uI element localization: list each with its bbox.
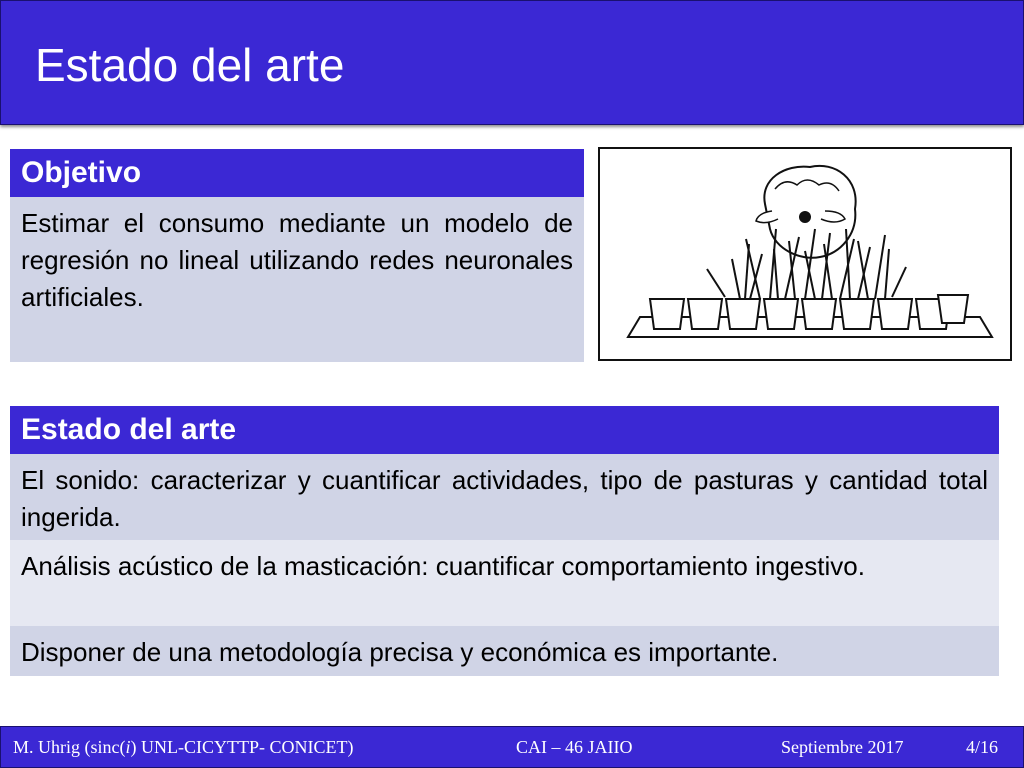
slide-title: Estado del arte (35, 39, 345, 91)
objetivo-heading: Objetivo (10, 149, 584, 197)
footer-page-number: 4/16 (966, 737, 999, 757)
estado-item-2: Análisis acústico de la masticación: cuantificar comportamiento ingestivo. (10, 540, 999, 626)
footer-author-prefix: M. Uhrig (sinc( (13, 737, 126, 757)
estado-item-3: Disponer de una metodología precisa y económica es importante. (10, 626, 999, 676)
estado-item-1: El sonido: caracterizar y cuantificar actividades, tipo de pasturas y cantidad total ingerida. (10, 454, 999, 540)
sheep-grazing-pots-illustration (598, 147, 1012, 361)
objetivo-text: Estimar el consumo mediante un modelo de regresión no lineal utilizando redes neuronales artificiales. (10, 197, 584, 362)
footer-date: Septiembre 2017 (781, 737, 904, 757)
title-bar (0, 0, 1024, 125)
sheep-grazing-illustration-icon (600, 149, 1010, 359)
estado-heading: Estado del arte (10, 406, 999, 454)
footer-author (13, 737, 353, 758)
footer-event: CAI – 46 JAIIO (516, 737, 633, 757)
footer-author-suffix: ) UNL-CICYTTP- CONICET) (130, 737, 354, 757)
footer-bar (0, 726, 1024, 768)
footer-author-italic: i (125, 737, 131, 757)
